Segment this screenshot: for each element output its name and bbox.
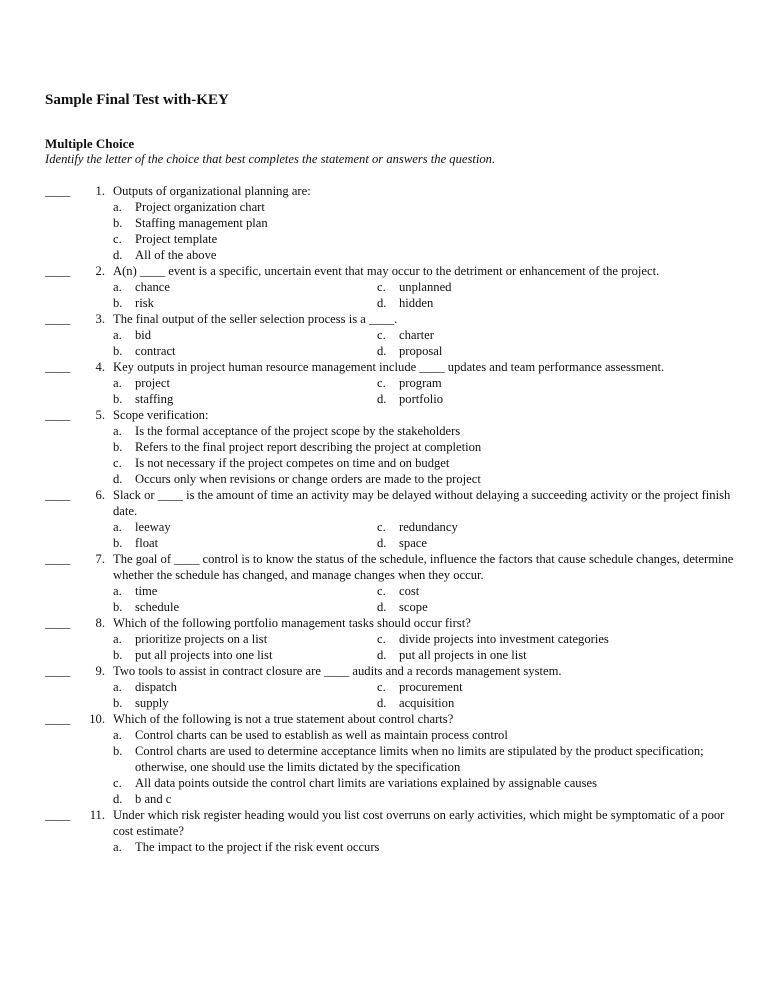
choice-list (113, 679, 735, 711)
choice-text: time (135, 584, 158, 598)
choice-text: put all projects in one list (399, 648, 527, 662)
choice-text: The impact to the project if the risk event occurs (135, 840, 380, 854)
choice-letter: c. (377, 680, 386, 694)
choice-option (377, 535, 697, 551)
choice-option (113, 519, 377, 535)
question-item (45, 263, 735, 311)
question-item (45, 615, 735, 663)
choice-letter: b. (113, 296, 123, 310)
choice-option (377, 695, 697, 711)
question-item (45, 359, 735, 407)
choice-option (377, 295, 697, 311)
choice-letter: c. (377, 376, 386, 390)
question-body (113, 487, 735, 551)
choice-option (113, 215, 713, 231)
choice-option (377, 343, 697, 359)
choice-letter: c. (377, 280, 386, 294)
choice-letter: a. (113, 328, 122, 342)
choice-option (113, 327, 377, 343)
choice-option (377, 375, 697, 391)
choice-letter: d. (377, 536, 387, 550)
question-body (113, 711, 735, 807)
choice-text: procurement (399, 680, 463, 694)
question-number: 11. (89, 808, 105, 822)
answer-blank: ____ (45, 184, 71, 198)
choice-option (377, 391, 697, 407)
question-body (113, 407, 735, 487)
choice-letter: a. (113, 280, 122, 294)
choice-text: put all projects into one list (135, 648, 273, 662)
choice-text: acquisition (399, 696, 455, 710)
choice-letter: d. (377, 296, 387, 310)
choice-letter: a. (113, 376, 122, 390)
choice-letter: b. (113, 344, 123, 358)
page-title: Sample Final Test with-KEY (45, 92, 229, 108)
choice-list (113, 375, 735, 407)
question-number: 2. (95, 264, 105, 278)
question-body (113, 615, 735, 663)
choice-option (113, 647, 377, 663)
question-text: Under which risk register heading would you list cost overruns on early activities, which might be symptomatic of a poor cost estimate? (113, 808, 725, 838)
question-number: 7. (95, 552, 105, 566)
choice-text: prioritize projects on a list (135, 632, 268, 646)
choice-list (113, 199, 735, 263)
question-item (45, 663, 735, 711)
choice-option (377, 519, 697, 535)
question-item (45, 311, 735, 359)
question-body (113, 663, 735, 711)
choice-letter: d. (377, 392, 387, 406)
question-item (45, 551, 735, 615)
question-number: 3. (95, 312, 105, 326)
section-heading: Multiple Choice (45, 136, 135, 151)
answer-blank: ____ (45, 488, 71, 502)
choice-option (113, 199, 713, 215)
choice-option (113, 791, 713, 807)
choice-option (113, 471, 713, 487)
choice-text: project (135, 376, 170, 390)
choice-text: contract (135, 344, 176, 358)
choice-option (113, 343, 377, 359)
question-text: Which of the following portfolio management tasks should occur first? (113, 616, 471, 630)
choice-letter: b. (113, 600, 123, 614)
choice-option (377, 631, 697, 647)
choice-text: schedule (135, 600, 180, 614)
choice-text: Project organization chart (135, 200, 265, 214)
choice-text: unplanned (399, 280, 452, 294)
choice-text: Staffing management plan (135, 216, 268, 230)
answer-blank: ____ (45, 312, 71, 326)
choice-text: charter (399, 328, 434, 342)
question-number: 6. (95, 488, 105, 502)
question-number: 9. (95, 664, 105, 678)
choice-letter: b. (113, 392, 123, 406)
choice-option (113, 455, 713, 471)
choice-list (113, 423, 735, 487)
choice-letter: b. (113, 696, 123, 710)
choice-text: proposal (399, 344, 443, 358)
question-item (45, 183, 735, 263)
choice-text: b and c (135, 792, 172, 806)
choice-letter: c. (377, 520, 386, 534)
choice-option (113, 775, 713, 791)
question-text: A(n) ____ event is a specific, uncertain event that may occur to the detriment or enhancement of the project. (113, 264, 660, 278)
question-number: 8. (95, 616, 105, 630)
question-text: Key outputs in project human resource management include ____ updates and team performance assessment. (113, 360, 665, 374)
choice-list (113, 839, 735, 855)
choice-list (113, 727, 735, 807)
choice-option (113, 391, 377, 407)
answer-blank: ____ (45, 264, 71, 278)
choice-letter: a. (113, 424, 122, 438)
choice-option (113, 583, 377, 599)
choice-text: Control charts are used to determine acceptance limits when no limits are stipulated by the product specification; otherwise, one should use the limits dictated by the specification (135, 744, 704, 774)
choice-text: space (399, 536, 427, 550)
choice-letter: a. (113, 728, 122, 742)
answer-blank: ____ (45, 616, 71, 630)
choice-letter: b. (113, 648, 123, 662)
choice-text: float (135, 536, 159, 550)
choice-letter: a. (113, 520, 122, 534)
choice-letter: a. (113, 680, 122, 694)
choice-letter: a. (113, 632, 122, 646)
choice-letter: a. (113, 584, 122, 598)
choice-list (113, 279, 735, 311)
choice-option (113, 535, 377, 551)
choice-option (113, 439, 713, 455)
choice-list (113, 519, 735, 551)
choice-letter: c. (377, 328, 386, 342)
question-text: The final output of the seller selection process is a ____. (113, 312, 398, 326)
question-item (45, 807, 735, 855)
question-body (113, 551, 735, 615)
question-number: 1. (95, 184, 105, 198)
choice-option (113, 247, 713, 263)
choice-text: divide projects into investment categories (399, 632, 609, 646)
answer-blank: ____ (45, 552, 71, 566)
choice-text: leeway (135, 520, 171, 534)
choice-letter: a. (113, 200, 122, 214)
choice-text: hidden (399, 296, 434, 310)
choice-text: Control charts can be used to establish as well as maintain process control (135, 728, 508, 742)
question-body (113, 311, 735, 359)
choice-letter: a. (113, 840, 122, 854)
choice-text: staffing (135, 392, 174, 406)
choice-text: All data points outside the control chart limits are variations explained by assignable causes (135, 776, 597, 790)
choice-text: Occurs only when revisions or change orders are made to the project (135, 472, 481, 486)
question-body (113, 183, 735, 263)
choice-letter: c. (113, 456, 122, 470)
choice-list (113, 631, 735, 663)
choice-letter: c. (113, 776, 122, 790)
question-item (45, 487, 735, 551)
question-number: 4. (95, 360, 105, 374)
choice-text: Is not necessary if the project competes on time and on budget (135, 456, 450, 470)
question-list (45, 183, 735, 855)
choice-option (377, 647, 697, 663)
choice-text: All of the above (135, 248, 217, 262)
choice-option (113, 839, 713, 855)
question-body (113, 263, 735, 311)
choice-option (377, 599, 697, 615)
choice-letter: d. (377, 696, 387, 710)
choice-option (113, 631, 377, 647)
question-number: 5. (95, 408, 105, 422)
choice-letter: d. (377, 344, 387, 358)
question-text: Which of the following is not a true statement about control charts? (113, 712, 454, 726)
choice-letter: b. (113, 744, 123, 758)
choice-letter: d. (113, 472, 123, 486)
choice-text: cost (399, 584, 420, 598)
choice-option (113, 679, 377, 695)
answer-blank: ____ (45, 360, 71, 374)
choice-letter: d. (377, 648, 387, 662)
question-item (45, 711, 735, 807)
choice-option (113, 423, 713, 439)
choice-letter: c. (377, 584, 386, 598)
question-body (113, 807, 735, 855)
choice-text: scope (399, 600, 428, 614)
choice-letter: b. (113, 440, 123, 454)
choice-option (113, 743, 713, 775)
choice-option (113, 231, 713, 247)
question-item (45, 407, 735, 487)
choice-letter: d. (113, 248, 123, 262)
question-text: Slack or ____ is the amount of time an activity may be delayed without delaying a succeeding activity or the project finish date. (113, 488, 731, 518)
choice-option (377, 583, 697, 599)
choice-letter: c. (377, 632, 386, 646)
choice-letter: d. (113, 792, 123, 806)
question-text: The goal of ____ control is to know the status of the schedule, influence the factors that cause schedule changes, determine whether the schedule has changed, and manage changes when they occur. (113, 552, 734, 582)
choice-option (113, 375, 377, 391)
choice-option (113, 727, 713, 743)
instructions-text: Identify the letter of the choice that best completes the statement or answers the question. (45, 152, 496, 166)
choice-text: risk (135, 296, 154, 310)
choice-text: Refers to the final project report describing the project at completion (135, 440, 482, 454)
choice-letter: b. (113, 216, 123, 230)
choice-text: Is the formal acceptance of the project scope by the stakeholders (135, 424, 461, 438)
question-number: 10. (89, 712, 105, 726)
question-text: Scope verification: (113, 408, 209, 422)
question-body (113, 359, 735, 407)
choice-text: supply (135, 696, 169, 710)
choice-option (377, 327, 697, 343)
question-text: Outputs of organizational planning are: (113, 184, 311, 198)
choice-list (113, 327, 735, 359)
choice-text: bid (135, 328, 152, 342)
choice-text: program (399, 376, 442, 390)
choice-option (377, 279, 697, 295)
answer-blank: ____ (45, 712, 71, 726)
choice-text: chance (135, 280, 170, 294)
choice-option (377, 679, 697, 695)
choice-letter: d. (377, 600, 387, 614)
choice-letter: b. (113, 536, 123, 550)
choice-text: portfolio (399, 392, 444, 406)
choice-option (113, 295, 377, 311)
answer-blank: ____ (45, 808, 71, 822)
choice-letter: c. (113, 232, 122, 246)
choice-option (113, 599, 377, 615)
answer-blank: ____ (45, 664, 71, 678)
question-text: Two tools to assist in contract closure are ____ audits and a records management system. (113, 664, 562, 678)
choice-list (113, 583, 735, 615)
choice-option (113, 279, 377, 295)
choice-text: dispatch (135, 680, 177, 694)
choice-text: Project template (135, 232, 218, 246)
answer-blank: ____ (45, 408, 71, 422)
choice-text: redundancy (399, 520, 458, 534)
choice-option (113, 695, 377, 711)
